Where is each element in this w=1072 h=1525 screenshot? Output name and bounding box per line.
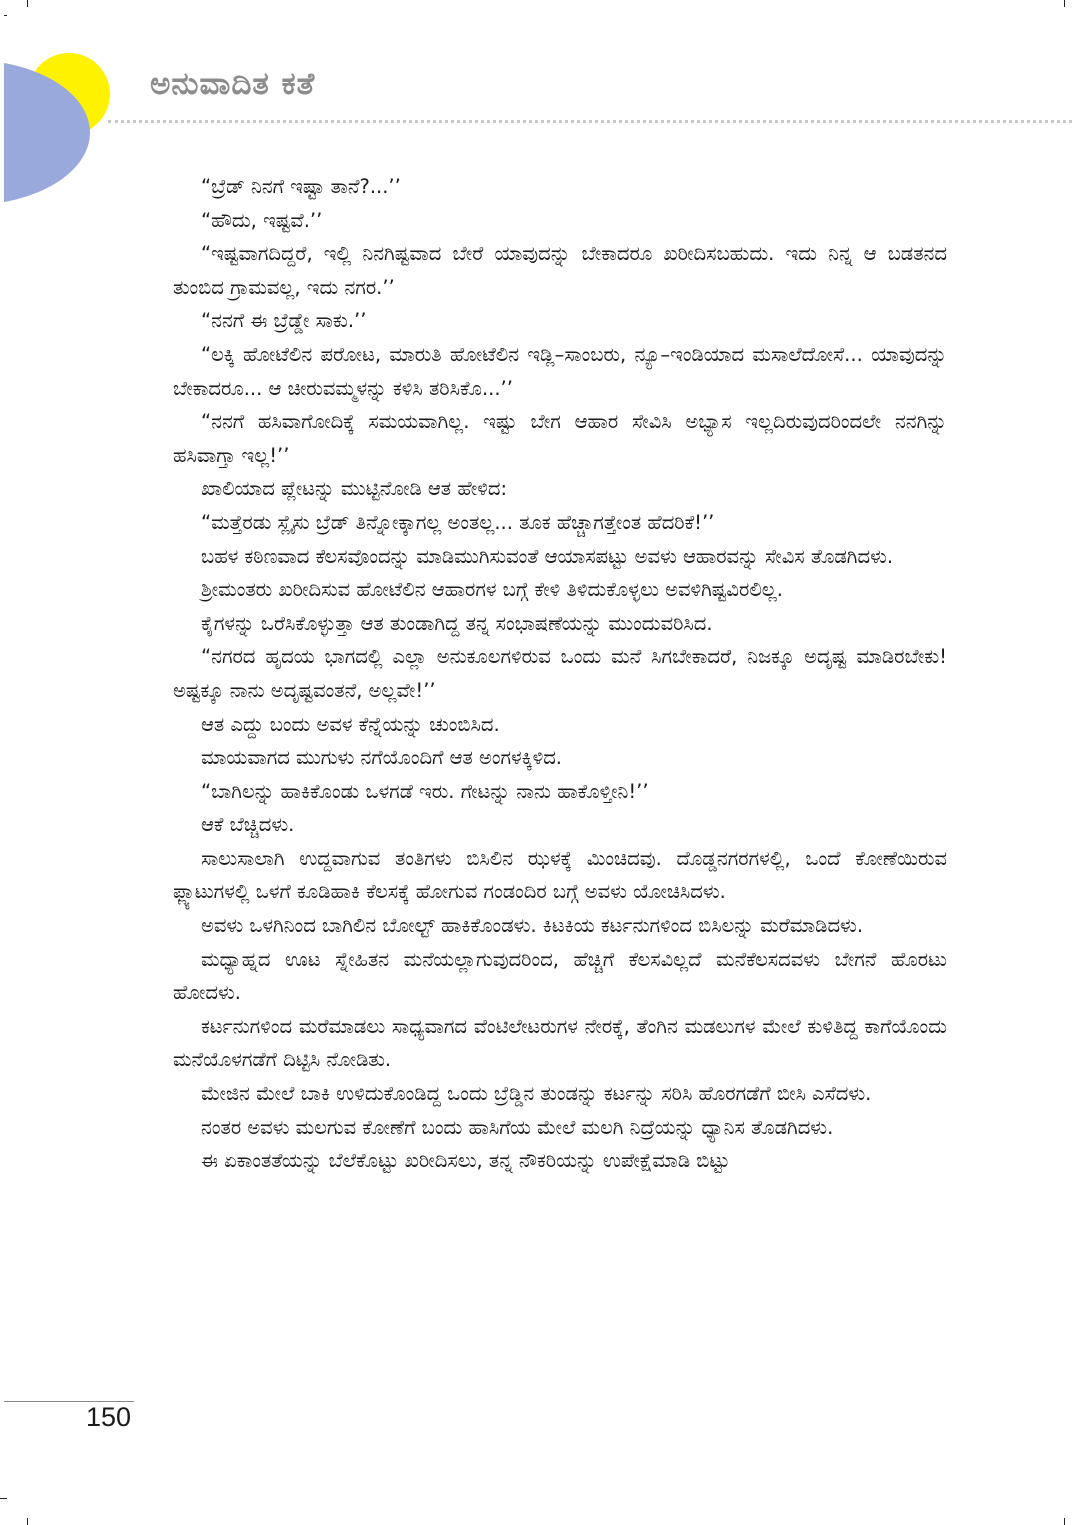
story-paragraph: ಮೇಜಿನ ಮೇಲೆ ಬಾಕಿ ಉಳಿದುಕೊಂಡಿದ್ದ ಒಂದು ಬ್ರೆಡ್ಡಿನ ತುಂಡನ್ನು ಕರ್ಟನ್ನು ಸರಿಸಿ ಹೊರಗಡೆಗೆ ಬೀಸಿ ಎಸೆದಳು. bbox=[201, 1082, 872, 1106]
story-paragraph: ಆತ ಎದ್ದು ಬಂದು ಅವಳ ಕೆನ್ನೆಯನ್ನು ಚುಂಬಿಸಿದ. bbox=[201, 712, 500, 736]
story-paragraph: “ನಗರದ ಹೃದಯ ಭಾಗದಲ್ಲಿ ಎಲ್ಲಾ ಅನುಕೂಲಗಳಿರುವ ಒಂದು ಮನೆ ಸಿಗಬೇಕಾದರೆ, ನಿಜಕ್ಕೂ ಅದೃಷ್ಟ ಮಾಡಿರಬೇಕು! ಅಷ್ಟಕ್ಕೂ ನಾನು ಅದೃಷ್ಟವಂತನೆ, ಅಲ್ಲವೇ!’’ bbox=[173, 645, 947, 702]
story-paragraph: ಮಾಯವಾಗದ ಮುಗುಳು ನಗೆಯೊಂದಿಗೆ ಆತ ಅಂಗಳಕ್ಕಿಳಿದ. bbox=[201, 746, 563, 770]
story-paragraph: ಖಾಲಿಯಾದ ಪ್ಲೇಟನ್ನು ಮುಟ್ಟಿನೋಡಿ ಆತ ಹೇಳಿದ: bbox=[201, 477, 508, 501]
story-paragraph: “ಹೌದು, ಇಷ್ಟವೆ.’’ bbox=[201, 208, 323, 232]
story-paragraph: “ಮತ್ತೆರಡು ಸ್ಲೈಸು ಬ್ರೆಡ್ ತಿನ್ನೋಕ್ಕಾಗಲ್ಲ ಅಂತಲ್ಲ... ತೂಕ ಹೆಚ್ಚಾಗತ್ತೇಂತ ಹೆದರಿಕೆ!’’ bbox=[201, 510, 715, 534]
story-paragraph: “ಬಾಗಿಲನ್ನು ಹಾಕಿಕೊಂಡು ಒಳಗಡೆ ಇರು. ಗೇಟನ್ನು ನಾನು ಹಾಕೊಳ್ತೀನಿ!’’ bbox=[201, 779, 649, 803]
crop-mark-bottom-left-h bbox=[0, 1498, 7, 1499]
story-body bbox=[173, 170, 947, 1178]
story-paragraph: ಬಹಳ ಕಠಿಣವಾದ ಕೆಲಸವೊಂದನ್ನು ಮಾಡಿಮುಗಿಸುವಂತೆ ಆಯಾಸಪಟ್ಟು ಅವಳು ಆಹಾರವನ್ನು ಸೇವಿಸ ತೊಡಗಿದಳು. bbox=[201, 544, 894, 568]
story-paragraph: “ಲಕ್ಕಿ ಹೋಟೆಲಿನ ಪರೋಟ, ಮಾರುತಿ ಹೋಟೆಲಿನ ಇಡ್ಲಿ–ಸಾಂಬರು, ನ್ಯೂ–ಇಂಡಿಯಾದ ಮಸಾಲೆದೋಸೆ... ಯಾವುದನ್ನು ಬೇಕಾದರೂ... ಆ ಚೀರುವಮ್ಮಳನ್ನು ಕಳಿಸಿ ತರಿಸಿಕೊ...’’ bbox=[173, 342, 947, 400]
story-paragraph: ಸಾಲುಸಾಲಾಗಿ ಉದ್ದವಾಗುವ ತಂತಿಗಳು ಬಿಸಿಲಿನ ಝಳಕ್ಕೆ ಮಿಂಚಿದವು. ದೊಡ್ಡನಗರಗಳಲ್ಲಿ, ಒಂದೆ ಕೋಣೆಯಿರುವ ಫ್ಲ್ಯಾಟುಗಳಲ್ಲಿ ಒಳಗೆ ಕೂಡಿಹಾಕಿ ಕೆಲಸಕ್ಕೆ ಹೋಗುವ ಗಂಡಂದಿರ ಬಗ್ಗೆ ಅವಳು ಯೋಚಿಸಿದಳು. bbox=[173, 846, 947, 904]
story-paragraph: ಕೈಗಳನ್ನು ಒರೆಸಿಕೊಳ್ಳುತ್ತಾ ಆತ ತುಂಡಾಗಿದ್ದ ತನ್ನ ಸಂಭಾಷಣೆಯನ್ನು ಮುಂದುವರಿಸಿದ. bbox=[201, 611, 713, 635]
story-paragraph: ಶ್ರೀಮಂತರು ಖರೀದಿಸುವ ಹೋಟೆಲಿನ ಆಹಾರಗಳ ಬಗ್ಗೆ ಕೇಳಿ ತಿಳಿದುಕೊಳ್ಳಲು ಅವಳಿಗಿಷ್ಟವಿರಲಿಲ್ಲ. bbox=[201, 578, 783, 602]
story-paragraph: ಮಧ್ಯಾಹ್ನದ ಊಟ ಸ್ನೇಹಿತನ ಮನೆಯಲ್ಲಾಗುವುದರಿಂದ, ಹೆಚ್ಚಿಗೆ ಕೆಲಸವಿಲ್ಲದೆ ಮನೆಕೆಲಸದವಳು ಬೇಗನೆ ಹೊರಟು ಹೋದಳು. bbox=[173, 947, 947, 1005]
page-number: 150 bbox=[86, 1402, 132, 1432]
story-paragraph: “ನನಗೆ ಈ ಬ್ರೆಡ್ಡೇ ಸಾಕು.’’ bbox=[201, 309, 367, 333]
crop-mark-bottom-right bbox=[1064, 1518, 1065, 1525]
story-paragraph: ಅವಳು ಒಳಗಿನಿಂದ ಬಾಗಿಲಿನ ಬೋಲ್ಟ್ ಹಾಕಿಕೊಂಡಳು. ಕಿಟಕಿಯ ಕರ್ಟನುಗಳಿಂದ ಬಿಸಿಲನ್ನು ಮರೆಮಾಡಿದಳು. bbox=[201, 914, 864, 938]
story-paragraph: ಈ ಏಕಾಂತತೆಯನ್ನು ಬೆಲೆಕೊಟ್ಟು ಖರೀದಿಸಲು, ತನ್ನ ನೌಕರಿಯನ್ನು ಉಪೇಕ್ಷೆಮಾಡಿ ಬಿಟ್ಟು bbox=[201, 1149, 730, 1173]
story-paragraph: “ನನಗೆ ಹಸಿವಾಗೋದಿಕ್ಕೆ ಸಮಯವಾಗಿಲ್ಲ. ಇಷ್ಟು ಬೇಗ ಆಹಾರ ಸೇವಿಸಿ ಅಭ್ಯಾಸ ಇಲ್ಲದಿರುವುದರಿಂದಲೇ ನನಗಿನ್ನು ಹಸಿವಾಗ್ತಾ ಇಲ್ಲ!’’ bbox=[173, 410, 947, 467]
story-paragraph: ಆಕೆ ಬೆಚ್ಚಿದಳು. bbox=[201, 813, 295, 837]
story-paragraph: ಕರ್ಟನುಗಳಿಂದ ಮರೆಮಾಡಲು ಸಾಧ್ಯವಾಗದ ವೆಂಟಿಲೇಟರುಗಳ ನೇರಕ್ಕೆ, ತೆಂಗಿನ ಮಡಲುಗಳ ಮೇಲೆ ಕುಳಿತಿದ್ದ ಕಾಗೆಯೊಂದು ಮನೆಯೊಳಗಡೆಗೆ ದಿಟ್ಟಿಸಿ ನೋಡಿತು. bbox=[173, 1014, 947, 1072]
crop-mark-top-left bbox=[27, 0, 28, 7]
crop-mark-bottom-left bbox=[27, 1518, 28, 1525]
crop-mark-top-right bbox=[1064, 0, 1065, 7]
story-paragraph: ನಂತರ ಅವಳು ಮಲಗುವ ಕೋಣೆಗೆ ಬಂದು ಹಾಸಿಗೆಯ ಮೇಲೆ ಮಲಗಿ ನಿದ್ರೆಯನ್ನು ಧ್ಯಾನಿಸ ತೊಡಗಿದಳು. bbox=[201, 1115, 834, 1139]
section-title: ಅನುವಾದಿತ ಕತೆ bbox=[150, 66, 316, 102]
story-paragraph: “ಇಷ್ಟವಾಗದಿದ್ದರೆ, ಇಲ್ಲಿ ನಿನಗಿಷ್ಟವಾದ ಬೇರೆ ಯಾವುದನ್ನು ಬೇಕಾದರೂ ಖರೀದಿಸಬಹುದು. ಇದು ನಿನ್ನ ಆ ಬಡತನದ ತುಂಬಿದ ಗ್ರಾಮವಲ್ಲ, ಇದು ನಗರ.’’ bbox=[173, 242, 947, 299]
story-paragraph: “ಬ್ರೆಡ್ ನಿನಗೆ ಇಷ್ಟಾ ತಾನೆ?...’’ bbox=[201, 175, 401, 198]
header-dotted-divider bbox=[108, 120, 1072, 123]
page-edge-margin bbox=[0, 0, 4, 220]
